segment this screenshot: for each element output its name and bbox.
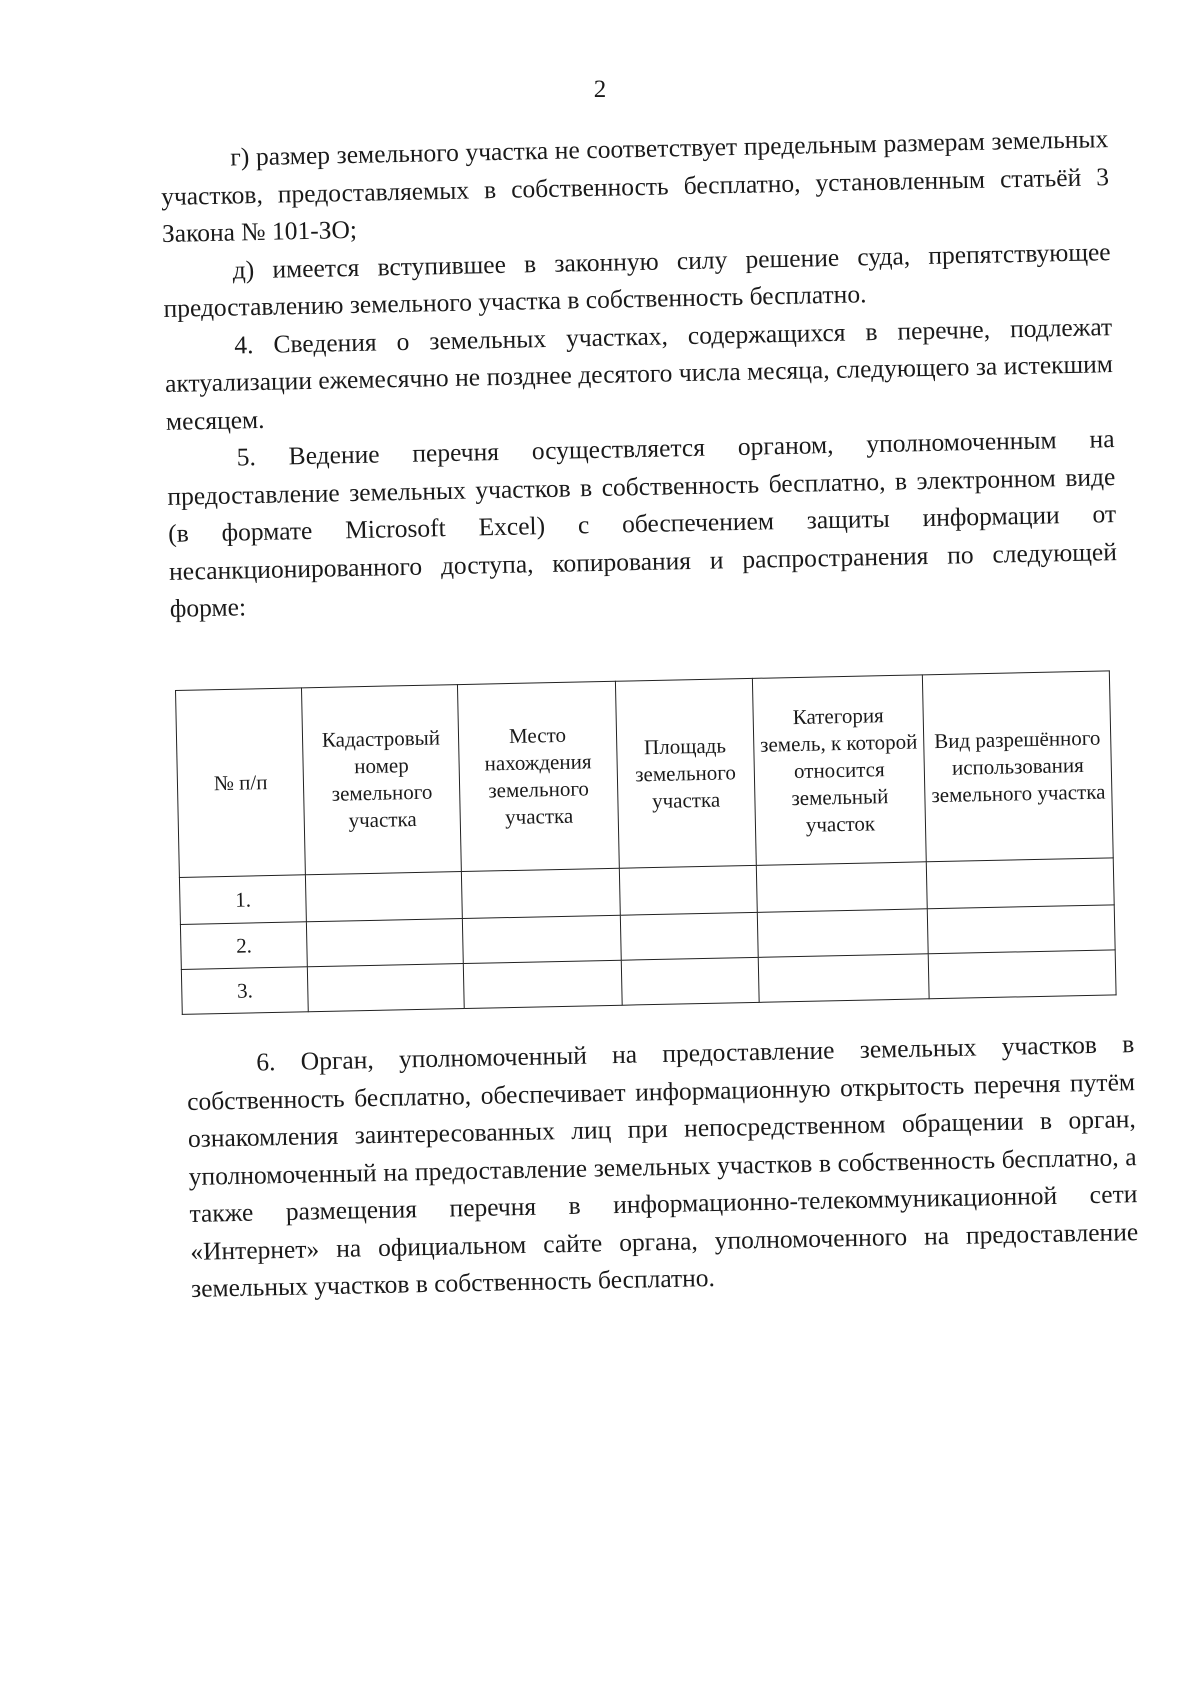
table-cell [621,957,759,1005]
page-number: 2 [593,76,607,103]
table-cell [462,868,620,918]
table-cell [306,872,463,922]
table-cell [757,909,928,958]
paragraph-4: 4. Сведения о земельных участках, содержащихся в перечне, подлежат актуализации ежемесячно не позднее десятого числа месяца, следующего за истекшим месяцем. [164,311,1114,436]
table-cell [926,858,1114,909]
body-text-bottom [186,1025,1139,1307]
table-cell [463,915,621,963]
table-cell: 2. [180,922,307,970]
header-area: Площадь земельного участка [615,678,756,868]
paragraph-6: 6. Орган, уполномоченный на предоставление земельных участков в собственность бесплатно, обеспечивает информационную открытость перечня путём ознакомления заинтересованных лиц при непосредственном обращении в орган, уполномоченный на предоставление земельных участков в собственность бесплатно, а также размещения перечня в информационно-телекоммуникационной сети «Интернет» на официальном сайте органа, уполномоченного на предоставление земельных участков в собственность бесплатно. [186,1029,1139,1303]
table-cell [619,865,757,915]
header-location: Место нахождения земельного участка [458,681,619,871]
table-cell [927,905,1115,954]
header-number: № п/п [176,688,306,878]
table-cell: 1. [179,875,306,925]
header-cadastral-number: Кадастровый номер земельного участка [302,685,462,875]
table-cell [464,960,622,1008]
table-cell [758,954,929,1003]
table-cell: 3. [181,967,308,1015]
paragraph-5: 5. Ведение перечня осуществляется органом, уполномоченным на предоставление земельных участков в собственность бесплатно, в электронном виде (в формате Microsoft Excel) с обеспечением защиты информации от несанкционированного доступа, копирования и распространения по следующей форме: [167,424,1118,623]
register-form-table [175,670,1117,1015]
table-cell [620,912,758,960]
table-cell [756,862,927,913]
header-permitted-use: Вид разрешённого использования земельного участка [923,671,1114,862]
table-header-row [176,671,1114,878]
header-land-category: Категория земель, к которой относится земельный участок [752,675,926,866]
paragraph-d: д) имеется вступившее в законную силу решение суда, препятствующее предоставлению земельного участка в собственность бесплатно. [163,236,1111,323]
paragraph-g: г) размер земельного участка не соответствует предельным размерам земельных участков, предоставляемых в собственность бесплатно, установленным статьёй 3 Закона № 101-ЗО; [160,124,1110,248]
body-text-top [160,120,1118,627]
table-cell [928,950,1116,999]
table-cell [307,919,464,967]
register-form-table-wrap [175,670,1117,1015]
table-cell [308,964,465,1012]
